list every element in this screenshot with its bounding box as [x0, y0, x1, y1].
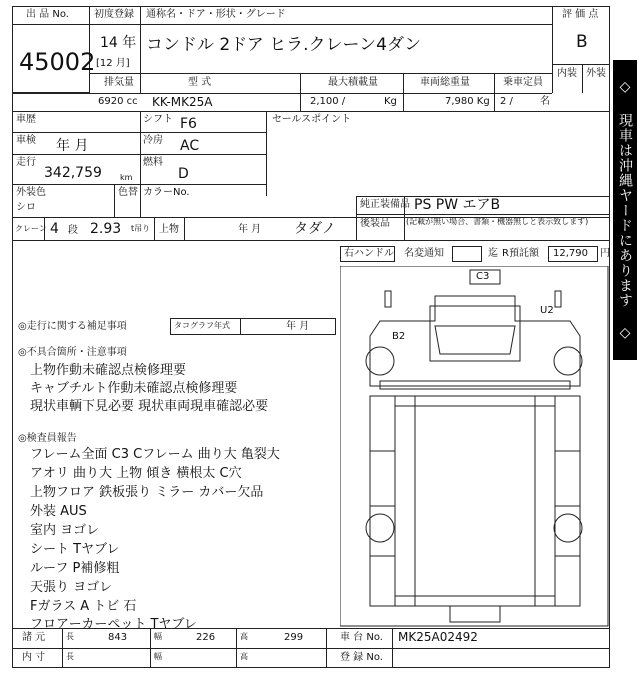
diagram-frame [340, 266, 608, 626]
r-tax-value: 12,790 [553, 248, 588, 259]
inner-label: 内 寸 [22, 652, 46, 663]
windshield [435, 326, 515, 354]
color-no-value: カラーNo. [143, 187, 190, 198]
upper-date: 年 月 [238, 224, 262, 235]
width-value: 226 [196, 632, 216, 643]
defect-line: 現状車輌下見必要 現状車両現車確認必要 [30, 399, 269, 414]
truck-diagram [340, 266, 610, 628]
diagram-mark-right: U2 [540, 305, 554, 316]
shift-label: シフト [143, 114, 173, 125]
color-no-label: 色替 [118, 187, 138, 198]
load-unit: Kg [384, 96, 397, 107]
inspection-label: 車検 [16, 135, 36, 146]
defect-line: 上物作動未確認点検修理要 [30, 363, 187, 378]
tachograph-label: タコグラフ年式 [174, 321, 230, 330]
inspector-line: ルーフ P補修粗 [30, 561, 120, 576]
diagram-mark-left: B2 [392, 331, 406, 342]
fuel-value: D [178, 166, 189, 182]
deadline-label: 迄 [488, 248, 498, 259]
model-name: コンドル 2ドア ヒラ.クレーン4ダン [146, 35, 422, 55]
inspection-value: 年 月 [56, 138, 89, 154]
first-reg-year: 14 年 [100, 35, 137, 51]
mirror-left-icon [385, 291, 391, 307]
lot-label: 出 品 No. [26, 9, 69, 20]
length-value: 843 [108, 632, 128, 643]
gvw-label: 車両総重量 [420, 77, 470, 88]
equipment-value: PS PW エアB [414, 197, 501, 213]
wheel-front-right-icon [554, 347, 582, 375]
length-label: 長 [66, 632, 74, 641]
displacement-label: 排気量 [104, 77, 134, 88]
inner-width-label: 幅 [154, 652, 162, 661]
bed-outline [395, 396, 555, 606]
inspector-heading: ◎検査員報告 [18, 433, 77, 444]
inspector-line: 室内 ヨゴレ [30, 523, 100, 538]
specs-label: 諸 元 [22, 632, 46, 643]
load-value: 2,100 / [310, 96, 346, 107]
driving-heading: ◎走行に関する補足事項 [18, 321, 127, 332]
model-label: 通称名・ドア・形状・グレード [146, 9, 286, 20]
wheel-rear-right-icon [554, 514, 582, 542]
crane-steps-unit: 段 [68, 225, 78, 236]
upper-maker: タダノ [294, 221, 336, 237]
history-label: 車歴 [16, 114, 36, 125]
inspector-line: 天張り ヨゴレ [30, 580, 113, 595]
chassis-value: MK25A02492 [398, 630, 478, 644]
bumper [380, 381, 570, 389]
capacity-value: 2 / [500, 96, 513, 107]
capacity-unit: 名 [540, 96, 550, 107]
aftermarket-label: 後装品 [360, 218, 390, 229]
ac-value: AC [180, 138, 200, 154]
displacement-value: 6920 cc [98, 96, 138, 107]
load-label: 最大積載量 [328, 77, 378, 88]
side-panel-right [555, 396, 580, 606]
upper-label: 上物 [159, 224, 179, 235]
mirror-right-icon [555, 291, 561, 307]
height-label: 高 [240, 632, 248, 641]
inspector-line: Fガラス A トビ 石 [30, 599, 137, 614]
mileage-unit: km [120, 173, 133, 182]
tachograph-value: 年 月 [286, 321, 310, 332]
defects-heading: ◎不具合箇所・注意事項 [18, 347, 127, 358]
diagram-mark-front: C3 [476, 271, 490, 282]
crane-steps: 4 [50, 221, 59, 237]
inspector-line: 上物フロア 鉄板張り ミラー カバー欠品 [30, 485, 264, 500]
crane-tons-unit: t吊り [131, 224, 151, 233]
defect-line: キャブチルト作動未確認点検修理要 [30, 381, 238, 396]
ext-color-label: 外装色 [16, 187, 46, 198]
sales-points-label: セールスポイント [272, 114, 352, 125]
inspector-line: フロアーカーペット Tヤブレ [30, 617, 197, 632]
grade-label: 評 価 点 [562, 9, 599, 20]
inspector-line: フレーム全面 C3 Cフレーム 曲り大 亀裂大 [30, 447, 280, 462]
crane-tons: 2.93 [90, 221, 122, 237]
inspector-line: 外装 AUS [30, 504, 87, 519]
crane-label: クレーン [15, 224, 47, 233]
height-value: 299 [284, 632, 304, 643]
ext-color-value: シロ [16, 202, 36, 213]
type-label: 型 式 [188, 77, 212, 88]
tail-box [450, 606, 500, 622]
lot-number: 45002 [19, 48, 96, 76]
exterior-label: 外装 [586, 68, 606, 79]
side-panel-left [370, 396, 395, 606]
fuel-label: 燃料 [143, 157, 163, 168]
type-value: KK-MK25A [152, 95, 213, 109]
first-reg-month: [12 月] [96, 58, 130, 69]
r-tax-label: R預託額 [502, 248, 539, 259]
name-change-box [452, 246, 482, 262]
inspector-line: アオリ 曲り大 上物 傾き 横根太 C穴 [30, 466, 242, 481]
reg-label: 登 録 No. [340, 652, 383, 663]
r-tax-unit: 円 [600, 248, 610, 259]
aftermarket-note: (記載が無い場合、書類・機器無しと表示致します) [406, 217, 589, 226]
mileage-label: 走行 [16, 157, 36, 168]
first-reg-label: 初度登録 [94, 9, 134, 20]
chassis-label: 車 台 No. [340, 632, 383, 643]
name-change-label: 名変通知 [404, 248, 444, 259]
width-label: 幅 [154, 632, 162, 641]
interior-label: 内装 [557, 68, 577, 79]
inner-height-label: 高 [240, 652, 248, 661]
equipment-label: 純正装備品 [360, 199, 410, 210]
inspector-line: シート Tヤブレ [30, 542, 120, 557]
inner-length-label: 長 [66, 652, 74, 661]
capacity-label: 乗車定員 [503, 77, 543, 88]
gvw-value: 7,980 Kg [445, 96, 490, 107]
cab-roof [430, 306, 520, 361]
side-banner-text: ◇ 現車は沖縄ヤードにあります ◇ [617, 78, 633, 342]
grade-value: B [576, 32, 588, 52]
right-handle: 右ハンドル [344, 248, 394, 259]
mileage-value: 342,759 [44, 165, 102, 181]
ac-label: 冷房 [143, 135, 163, 146]
shift-value: F6 [180, 116, 197, 132]
